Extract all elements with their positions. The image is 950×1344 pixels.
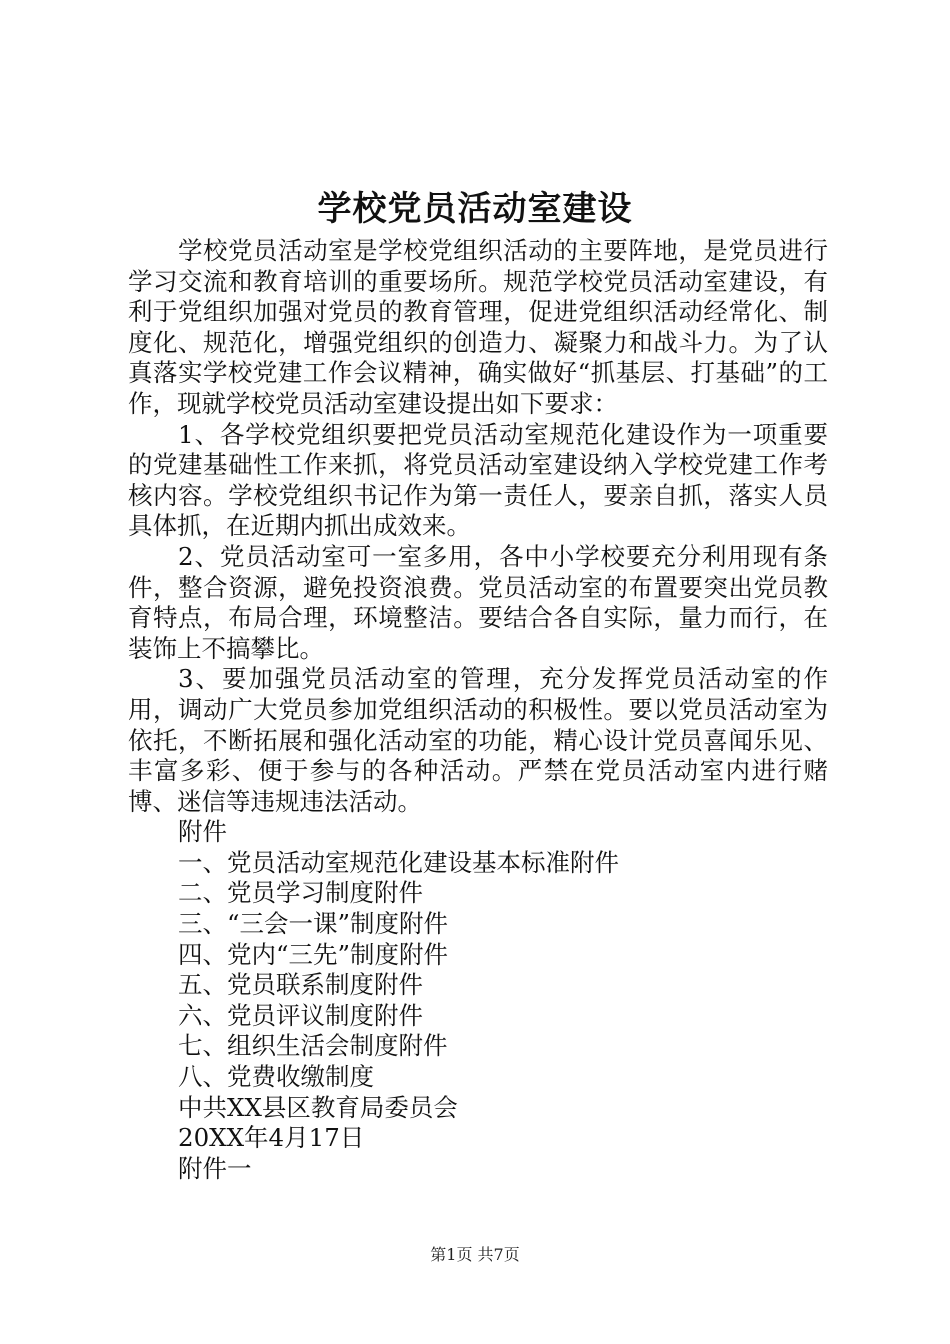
attachment-item: 三、“三会一课”制度附件 xyxy=(178,909,449,939)
document-body xyxy=(128,236,828,1184)
attachment-item: 六、党员评议制度附件 xyxy=(178,1000,423,1030)
attachment-item: 四、党内“三先”制度附件 xyxy=(178,939,449,969)
attachment-item: 五、党员联系制度附件 xyxy=(178,970,423,1000)
attachment-item: 二、党员学习制度附件 xyxy=(178,878,423,908)
attachments-heading: 附件 xyxy=(178,817,227,847)
intro-paragraph: 学校党员活动室是学校党组织活动的主要阵地，是党员进行学习交流和教育培训的重要场所。规范学校党员活动室建设，有利于党组织加强对党员的教育管理，促进党组织活动经常化、制度化、规范化，增强党组织的创造力、凝聚力和战斗力。为了认真落实学校党建工作会议精神，确实做好“抓基层、打基础”的工作，现就学校党员活动室建设提出如下要求： xyxy=(128,236,828,418)
issue-date: 20XX年4月17日 xyxy=(178,1123,365,1153)
requirement-paragraph-3: 3、要加强党员活动室的管理，充分发挥党员活动室的作用，调动广大党员参加党组织活动的积极性。要以党员活动室为依托，不断拓展和强化活动室的功能，精心设计党员喜闻乐见、丰富多彩、便于参与的各种活动。严禁在党员活动室内进行赌博、迷信等违规违法活动。 xyxy=(128,664,828,816)
attachment-item: 八、党费收缴制度 xyxy=(178,1062,374,1092)
issuer-name: 中共XX县区教育局委员会 xyxy=(178,1092,458,1122)
attachment-item: 一、党员活动室规范化建设基本标准附件 xyxy=(178,847,619,877)
requirement-paragraph-2: 2、党员活动室可一室多用，各中小学校要充分利用现有条件，整合资源，避免投资浪费。党员活动室的布置要突出党员教育特点，布局合理，环境整洁。要结合各自实际，量力而行，在装饰上不搞攀比。 xyxy=(128,541,828,663)
requirement-paragraph-1: 1、各学校党组织要把党员活动室规范化建设作为一项重要的党建基础性工作来抓，将党员活动室建设纳入学校党建工作考核内容。学校党组织书记作为第一责任人，要亲自抓，落实人员具体抓，在近期内抓出成效来。 xyxy=(128,419,828,541)
attachment-item: 七、组织生活会制度附件 xyxy=(178,1031,448,1061)
document-title: 学校党员活动室建设 xyxy=(317,189,633,229)
next-section-heading: 附件一 xyxy=(178,1153,252,1183)
page-number-footer: 第1页 共7页 xyxy=(430,1245,520,1264)
